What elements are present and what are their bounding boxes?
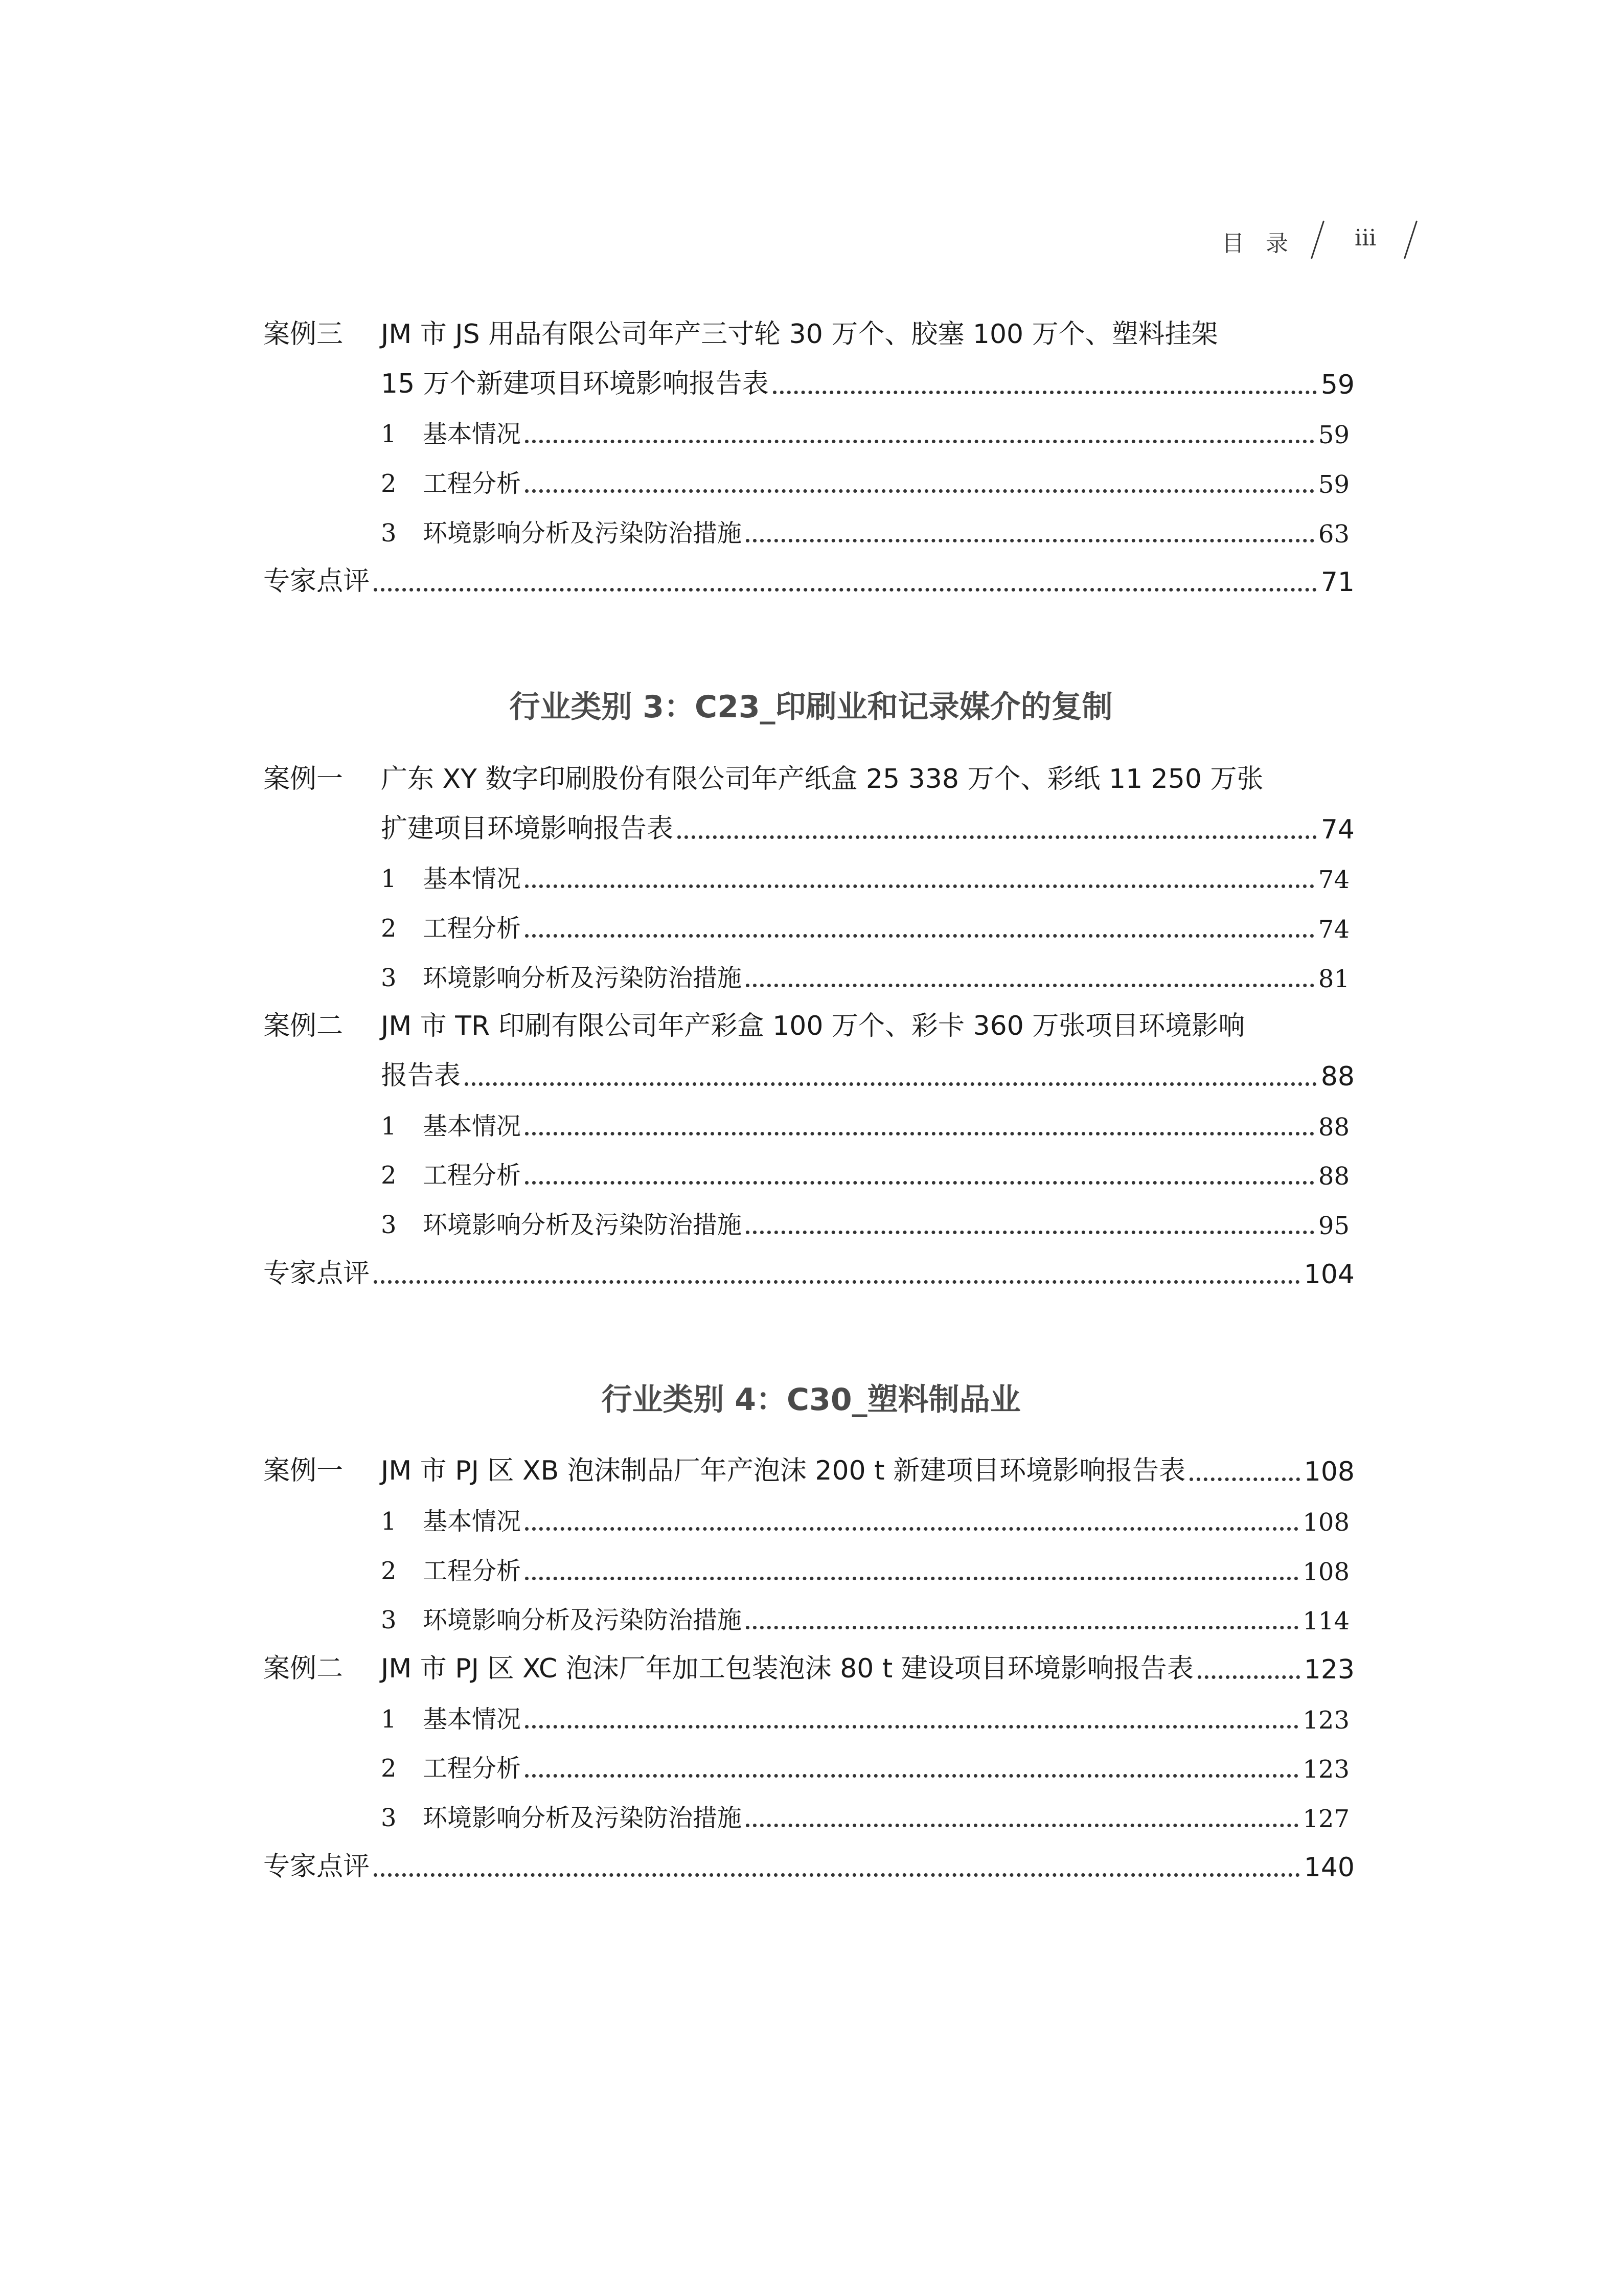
section-title: 环境影响分析及污染防治措施 (423, 964, 742, 992)
page-number: 95 (1318, 1212, 1350, 1240)
section-number: 2 (381, 1754, 397, 1783)
section-number: 1 (381, 865, 397, 893)
case-title: JM 市 PJ 区 XB 泡沫制品厂年产泡沫 200 t 新建项目环境影响报告表 (381, 1456, 1186, 1486)
case-tag: 案例一 (263, 764, 344, 794)
toc-entry-section[interactable] (381, 1740, 1350, 1784)
page-number: 88 (1318, 1113, 1350, 1142)
dot-leader (746, 1626, 1298, 1629)
header-divider (1311, 220, 1324, 259)
page-number: 108 (1304, 1457, 1355, 1487)
toc-entry-case[interactable] (263, 752, 1355, 795)
section-title: 工程分析 (423, 1557, 521, 1585)
toc-entry-section[interactable] (381, 1098, 1350, 1142)
toc-entry-section[interactable] (381, 1493, 1350, 1537)
dot-leader (1198, 1675, 1300, 1679)
toc-entry-section[interactable] (381, 1147, 1350, 1191)
page-number: 74 (1318, 915, 1350, 944)
section-number: 1 (381, 1705, 397, 1734)
page-number: 71 (1320, 567, 1355, 598)
case-title-cont: 15 万个新建项目环境影响报告表 (381, 369, 769, 399)
page-number: 59 (1318, 421, 1350, 449)
toc-entry-section[interactable] (381, 1789, 1350, 1833)
page-number: 74 (1320, 814, 1355, 845)
page-number: 81 (1318, 965, 1350, 993)
dot-leader (525, 1725, 1298, 1729)
page-number: 74 (1318, 866, 1350, 894)
section-title: 工程分析 (423, 1161, 521, 1190)
section-number: 3 (381, 964, 397, 992)
dot-leader (374, 1280, 1300, 1284)
page-number: 88 (1318, 1162, 1350, 1191)
page-number: 140 (1304, 1852, 1355, 1883)
section-number: 2 (381, 1161, 397, 1190)
expert-review-title: 专家点评 (263, 1258, 370, 1289)
toc-entry-case[interactable] (263, 307, 1355, 351)
header-page-number: iii (1355, 225, 1377, 251)
case-tag: 案例二 (263, 1653, 344, 1684)
dot-leader (525, 884, 1314, 888)
case-tag: 案例三 (263, 319, 344, 350)
case-tag: 案例二 (263, 1011, 344, 1041)
section-title: 环境影响分析及污染防治措施 (423, 519, 742, 548)
dot-leader (525, 1577, 1298, 1580)
section-number: 2 (381, 1557, 397, 1585)
page-number: 104 (1304, 1259, 1355, 1290)
section-number: 3 (381, 1606, 397, 1634)
toc-entry-section[interactable] (381, 455, 1350, 499)
dot-leader (773, 391, 1317, 394)
dot-leader (525, 934, 1314, 938)
dot-leader (1190, 1477, 1300, 1481)
toc-entry-section[interactable] (381, 1592, 1350, 1635)
case-title: 广东 XY 数字印刷股份有限公司年产纸盒 25 338 万个、彩纸 11 250 万张 (381, 764, 1264, 794)
toc-entry-section[interactable] (381, 949, 1350, 993)
dot-leader (374, 1873, 1300, 1877)
running-header (1191, 214, 1426, 270)
page-number: 123 (1303, 1706, 1350, 1735)
expert-review-title: 专家点评 (263, 1851, 370, 1882)
toc-entry-expert[interactable] (263, 1246, 1355, 1290)
section-title: 环境影响分析及污染防治措施 (423, 1211, 742, 1239)
page-number: 88 (1320, 1061, 1355, 1092)
toc-entry-case[interactable] (263, 1641, 1355, 1685)
section-number: 1 (381, 1507, 397, 1536)
toc-entry-section[interactable] (381, 505, 1350, 549)
page-number: 59 (1318, 470, 1350, 499)
toc-entry-case-cont[interactable] (381, 356, 1355, 400)
section-title: 基本情况 (423, 1112, 521, 1141)
section-number: 1 (381, 1112, 397, 1141)
section-number: 3 (381, 519, 397, 548)
dot-leader (677, 835, 1317, 839)
toc-entry-section[interactable] (381, 1691, 1350, 1735)
section-title: 工程分析 (423, 914, 521, 943)
section-number: 3 (381, 1804, 397, 1832)
section-title: 环境影响分析及污染防治措施 (423, 1606, 742, 1634)
category-heading: 行业类别 3：C23_印刷业和记录媒介的复制 (509, 689, 1113, 725)
toc-entry-expert[interactable] (263, 554, 1355, 598)
case-title-cont: 扩建项目环境影响报告表 (381, 813, 674, 844)
toc-entry-section[interactable] (381, 850, 1350, 894)
toc-entry-expert[interactable] (263, 1839, 1355, 1883)
section-title: 工程分析 (423, 1754, 521, 1783)
expert-review-title: 专家点评 (263, 566, 370, 597)
page-number: 59 (1320, 370, 1355, 400)
toc-entry-section[interactable] (381, 405, 1350, 449)
toc-entry-section[interactable] (381, 1196, 1350, 1240)
header-title: 目 录 (1222, 231, 1295, 257)
dot-leader (374, 588, 1317, 592)
dot-leader (746, 539, 1314, 542)
dot-leader (525, 440, 1314, 443)
section-title: 基本情况 (423, 1507, 521, 1536)
page-number: 123 (1303, 1755, 1350, 1784)
section-number: 1 (381, 420, 397, 448)
toc-entry-case[interactable] (263, 1443, 1355, 1487)
dot-leader (465, 1082, 1317, 1086)
page-number: 108 (1303, 1508, 1350, 1537)
section-number: 2 (381, 469, 397, 498)
page-number: 123 (1304, 1654, 1355, 1685)
category-heading: 行业类别 4：C30_塑料制品业 (601, 1382, 1021, 1418)
case-tag: 案例一 (263, 1456, 344, 1486)
toc-entry-case-cont[interactable] (381, 801, 1355, 845)
page-number: 63 (1318, 520, 1350, 549)
dot-leader (525, 1132, 1314, 1135)
page-number: 127 (1303, 1805, 1350, 1833)
page-number: 108 (1303, 1558, 1350, 1586)
section-title: 环境影响分析及污染防治措施 (423, 1804, 742, 1832)
case-title-cont: 报告表 (381, 1060, 461, 1091)
section-number: 3 (381, 1211, 397, 1239)
dot-leader (525, 1527, 1298, 1531)
page-number: 114 (1303, 1607, 1350, 1635)
section-title: 基本情况 (423, 1705, 521, 1734)
section-title: 基本情况 (423, 865, 521, 893)
header-divider (1404, 220, 1418, 259)
section-title: 工程分析 (423, 469, 521, 498)
dot-leader (525, 1181, 1314, 1185)
dot-leader (746, 1824, 1298, 1827)
dot-leader (746, 1231, 1314, 1234)
dot-leader (746, 984, 1314, 987)
section-title: 基本情况 (423, 420, 521, 448)
toc-entry-case[interactable] (263, 998, 1355, 1042)
dot-leader (525, 1774, 1298, 1778)
case-title: JM 市 TR 印刷有限公司年产彩盒 100 万个、彩卡 360 万张项目环境影响 (381, 1011, 1245, 1041)
dot-leader (525, 489, 1314, 493)
toc-entry-case-cont[interactable] (381, 1048, 1355, 1092)
case-title: JM 市 PJ 区 XC 泡沫厂年加工包装泡沫 80 t 建设项目环境影响报告表 (381, 1653, 1194, 1684)
case-title: JM 市 JS 用品有限公司年产三寸轮 30 万个、胶塞 100 万个、塑料挂架 (381, 319, 1218, 350)
toc-entry-section[interactable] (381, 1542, 1350, 1586)
toc-entry-section[interactable] (381, 900, 1350, 944)
section-number: 2 (381, 914, 397, 943)
